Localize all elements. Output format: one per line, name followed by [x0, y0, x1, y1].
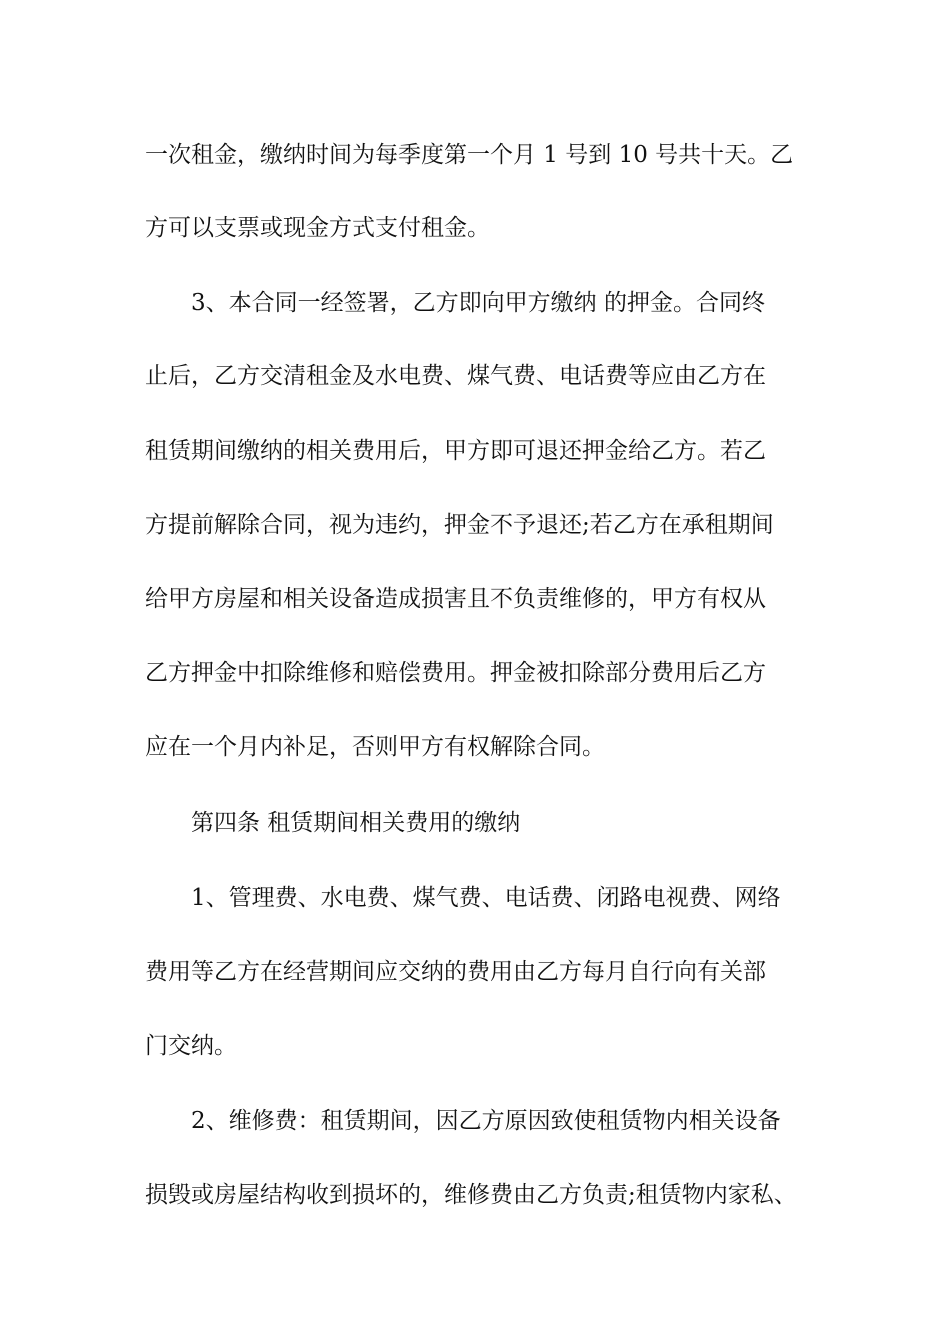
- text-line: 租赁期间缴纳的相关费用后，甲方即可退还押金给乙方。若乙: [145, 438, 766, 464]
- text-line: 止后，乙方交清租金及水电费、煤气费、电话费等应由乙方在: [145, 363, 766, 389]
- text-line: 2、维修费：租赁期间，因乙方原因致使租赁物内相关设备: [191, 1108, 781, 1134]
- text-line: 3、本合同一经签署，乙方即向甲方缴纳 的押金。合同终: [191, 290, 765, 316]
- text-line: 乙方押金中扣除维修和赔偿费用。押金被扣除部分费用后乙方: [145, 660, 766, 686]
- section-heading: 第四条 租赁期间相关费用的缴纳: [191, 810, 521, 836]
- text-line: 费用等乙方在经营期间应交纳的费用由乙方每月自行向有关部: [145, 959, 766, 985]
- text-line: 给甲方房屋和相关设备造成损害且不负责维修的，甲方有权从: [145, 586, 766, 612]
- text-line: 方提前解除合同，视为违约，押金不予退还;若乙方在承租期间: [145, 512, 774, 538]
- text-line: 一次租金，缴纳时间为每季度第一个月 1 号到 10 号共十天。乙: [145, 142, 794, 168]
- text-line: 损毁或房屋结构收到损坏的，维修费由乙方负责;租赁物内家私、: [145, 1182, 797, 1208]
- text-line: 方可以支票或现金方式支付租金。: [145, 215, 490, 241]
- text-line: 1、管理费、水电费、煤气费、电话费、闭路电视费、网络: [191, 885, 781, 911]
- text-line: 门交纳。: [145, 1033, 237, 1059]
- text-line: 应在一个月内补足，否则甲方有权解除合同。: [145, 734, 605, 760]
